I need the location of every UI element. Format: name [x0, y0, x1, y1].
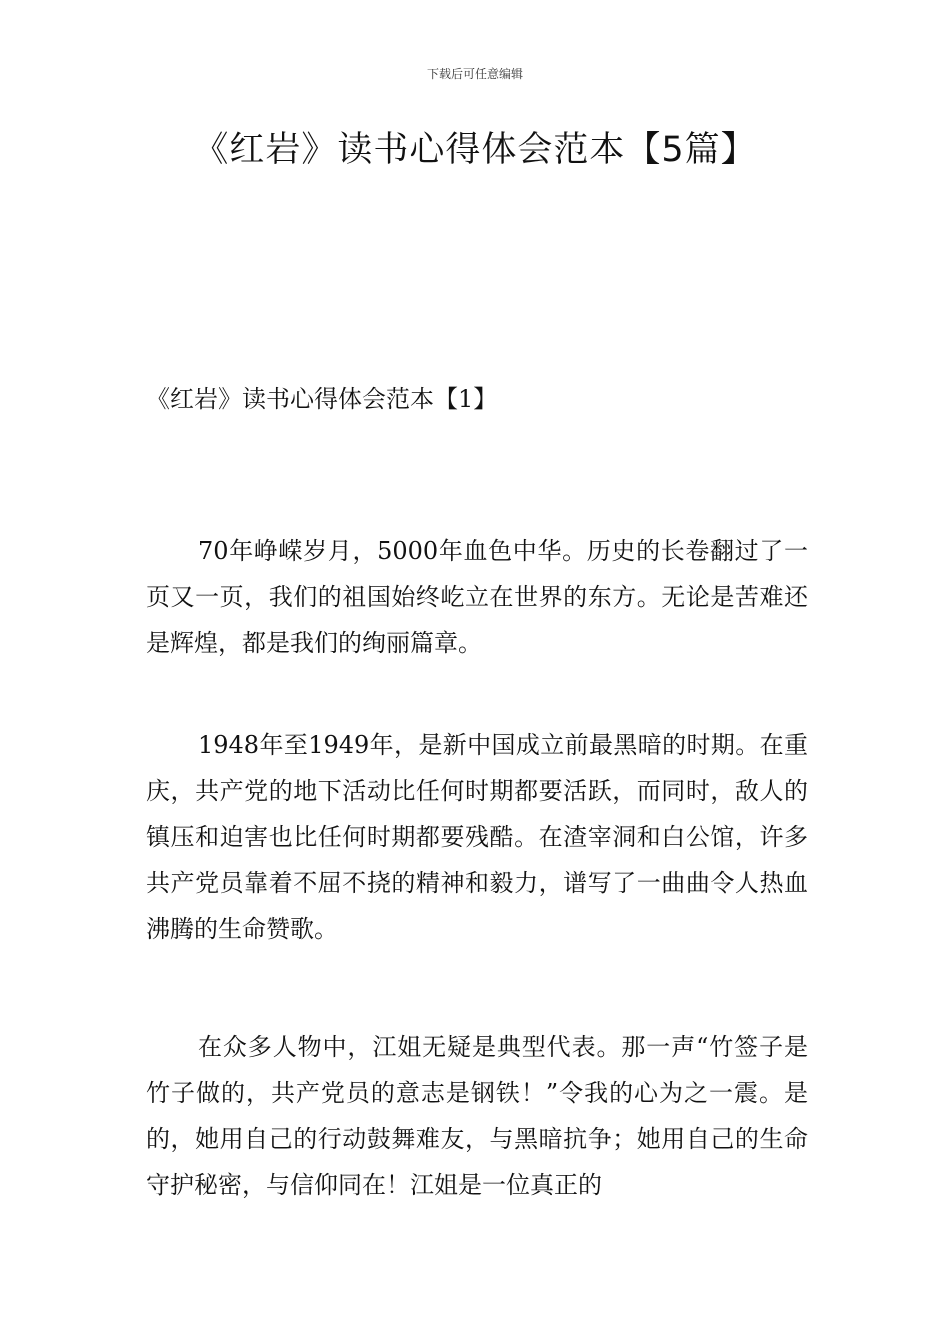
body-paragraph-3: 在众多人物中，江姐无疑是典型代表。那一声“竹签子是竹子做的，共产党员的意志是钢铁！”令我的心为之一震。是的，她用自己的行动鼓舞难友，与黑暗抗争；她用自己的生命守护秘密，与信仰同在！江姐是一位真正的	[146, 1033, 808, 1199]
body-paragraph-2: 1948年至1949年，是新中国成立前最黑暗的时期。在重庆，共产党的地下活动比任何时期都要活跃，而同时，敌人的镇压和迫害也比任何时期都要残酷。在渣宰洞和白公馆，许多共产党员靠着不屈不挠的精神和毅力，谱写了一曲曲令人热血沸腾的生命赞歌。	[146, 731, 808, 943]
document-title: 《红岩》读书心得体会范本【5篇】	[193, 130, 757, 170]
page-header-note: 下载后可任意编辑	[426, 67, 523, 81]
body-paragraph-1: 70年峥嵘岁月，5000年血色中华。历史的长卷翻过了一页又一页，我们的祖国始终屹立在世界的东方。无论是苦难还是辉煌，都是我们的绚丽篇章。	[146, 537, 808, 657]
section-heading: 《红岩》读书心得体会范本【1】	[146, 385, 498, 413]
